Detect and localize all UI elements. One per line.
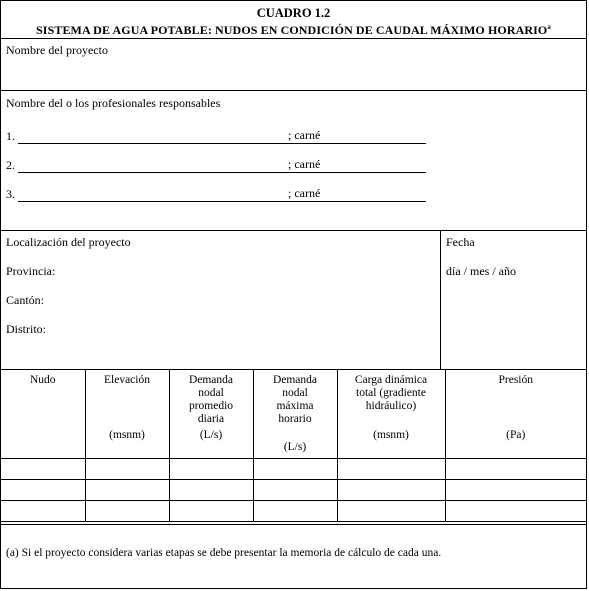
- col-demanda-promedio: Demanda nodal promedio diaria (L/s): [169, 370, 253, 459]
- carne-label: ; carné: [284, 128, 328, 144]
- table-row: [1, 501, 586, 522]
- unit-label: (L/s): [199, 429, 223, 441]
- professional-line-2[interactable]: [6, 157, 426, 173]
- canton-label: Cantón:: [6, 293, 44, 307]
- carne-label: ; carné: [284, 186, 328, 202]
- carne-blank[interactable]: [328, 189, 426, 202]
- line-number: 2.: [6, 158, 15, 172]
- project-name-section[interactable]: [1, 39, 586, 91]
- table-cell[interactable]: [337, 459, 445, 480]
- project-name-label: Nombre del proyecto: [6, 43, 108, 57]
- location-cell[interactable]: [1, 231, 441, 369]
- name-blank[interactable]: [18, 131, 284, 144]
- unit-label: (msnm): [373, 429, 409, 441]
- name-blank[interactable]: [18, 189, 284, 202]
- table-cell[interactable]: [253, 480, 337, 501]
- carne-label: ; carné: [284, 157, 328, 173]
- table-cell[interactable]: [169, 459, 253, 480]
- location-section: [1, 231, 586, 370]
- unit-label: (Pa): [506, 429, 526, 441]
- name-blank[interactable]: [18, 160, 284, 173]
- professionals-section: [1, 91, 586, 231]
- table-cell[interactable]: [253, 459, 337, 480]
- district-label: Distrito:: [6, 322, 47, 336]
- table-cell[interactable]: [253, 501, 337, 522]
- table-cell[interactable]: [445, 459, 586, 480]
- col-presion: Presión (Pa): [445, 370, 586, 459]
- table-cell[interactable]: [85, 480, 169, 501]
- province-label: Provincia:: [6, 264, 56, 278]
- col-demanda-maxima: Demanda nodal máxima horario (L/s): [253, 370, 337, 459]
- table-cell[interactable]: [1, 480, 85, 501]
- table-row: [1, 480, 586, 501]
- table-cell[interactable]: [169, 501, 253, 522]
- form-subtitle: [1, 20, 586, 37]
- table-row: [1, 459, 586, 480]
- table-cell[interactable]: [445, 501, 586, 522]
- col-nudo: Nudo: [1, 370, 85, 459]
- date-format: día / mes / año: [446, 264, 516, 278]
- form-header: [1, 1, 586, 39]
- professional-line-1[interactable]: [6, 128, 426, 144]
- table-header-row: [1, 370, 586, 459]
- table-cell[interactable]: [445, 480, 586, 501]
- footnote-mark: a: [547, 23, 551, 31]
- col-carga-dinamica: Carga dinámica total (gradiente hidráulico) (msnm): [337, 370, 445, 459]
- unit-label: (L/s): [283, 441, 307, 453]
- table-cell[interactable]: [169, 480, 253, 501]
- location-label: Localización del proyecto: [6, 235, 131, 249]
- line-number: 1.: [6, 129, 15, 143]
- professional-line-3[interactable]: [6, 186, 426, 202]
- unit-label: (msnm): [109, 429, 145, 441]
- table-cell[interactable]: [85, 501, 169, 522]
- table-cell[interactable]: [85, 459, 169, 480]
- carne-blank[interactable]: [328, 160, 426, 173]
- professionals-label: Nombre del o los profesionales responsables: [6, 96, 221, 110]
- line-number: 3.: [6, 187, 15, 201]
- table-cell[interactable]: [1, 501, 85, 522]
- footnote-section: [1, 524, 586, 588]
- table-cell[interactable]: [1, 459, 85, 480]
- nodes-table: [1, 370, 586, 522]
- col-elevacion: Elevación (msnm): [85, 370, 169, 459]
- date-cell[interactable]: [441, 231, 586, 369]
- date-label: Fecha: [446, 235, 475, 249]
- footnote-text: (a) Si el proyecto considera varias etapas se debe presentar la memoria de cálculo de cada una.: [6, 547, 442, 559]
- form-title: CUADRO 1.2: [256, 6, 331, 20]
- form-subtitle-text: SISTEMA DE AGUA POTABLE: NUDOS EN CONDICIÓN DE CAUDAL MÁXIMO HORARIO: [36, 23, 548, 37]
- carne-blank[interactable]: [328, 131, 426, 144]
- table-cell[interactable]: [337, 501, 445, 522]
- table-cell[interactable]: [337, 480, 445, 501]
